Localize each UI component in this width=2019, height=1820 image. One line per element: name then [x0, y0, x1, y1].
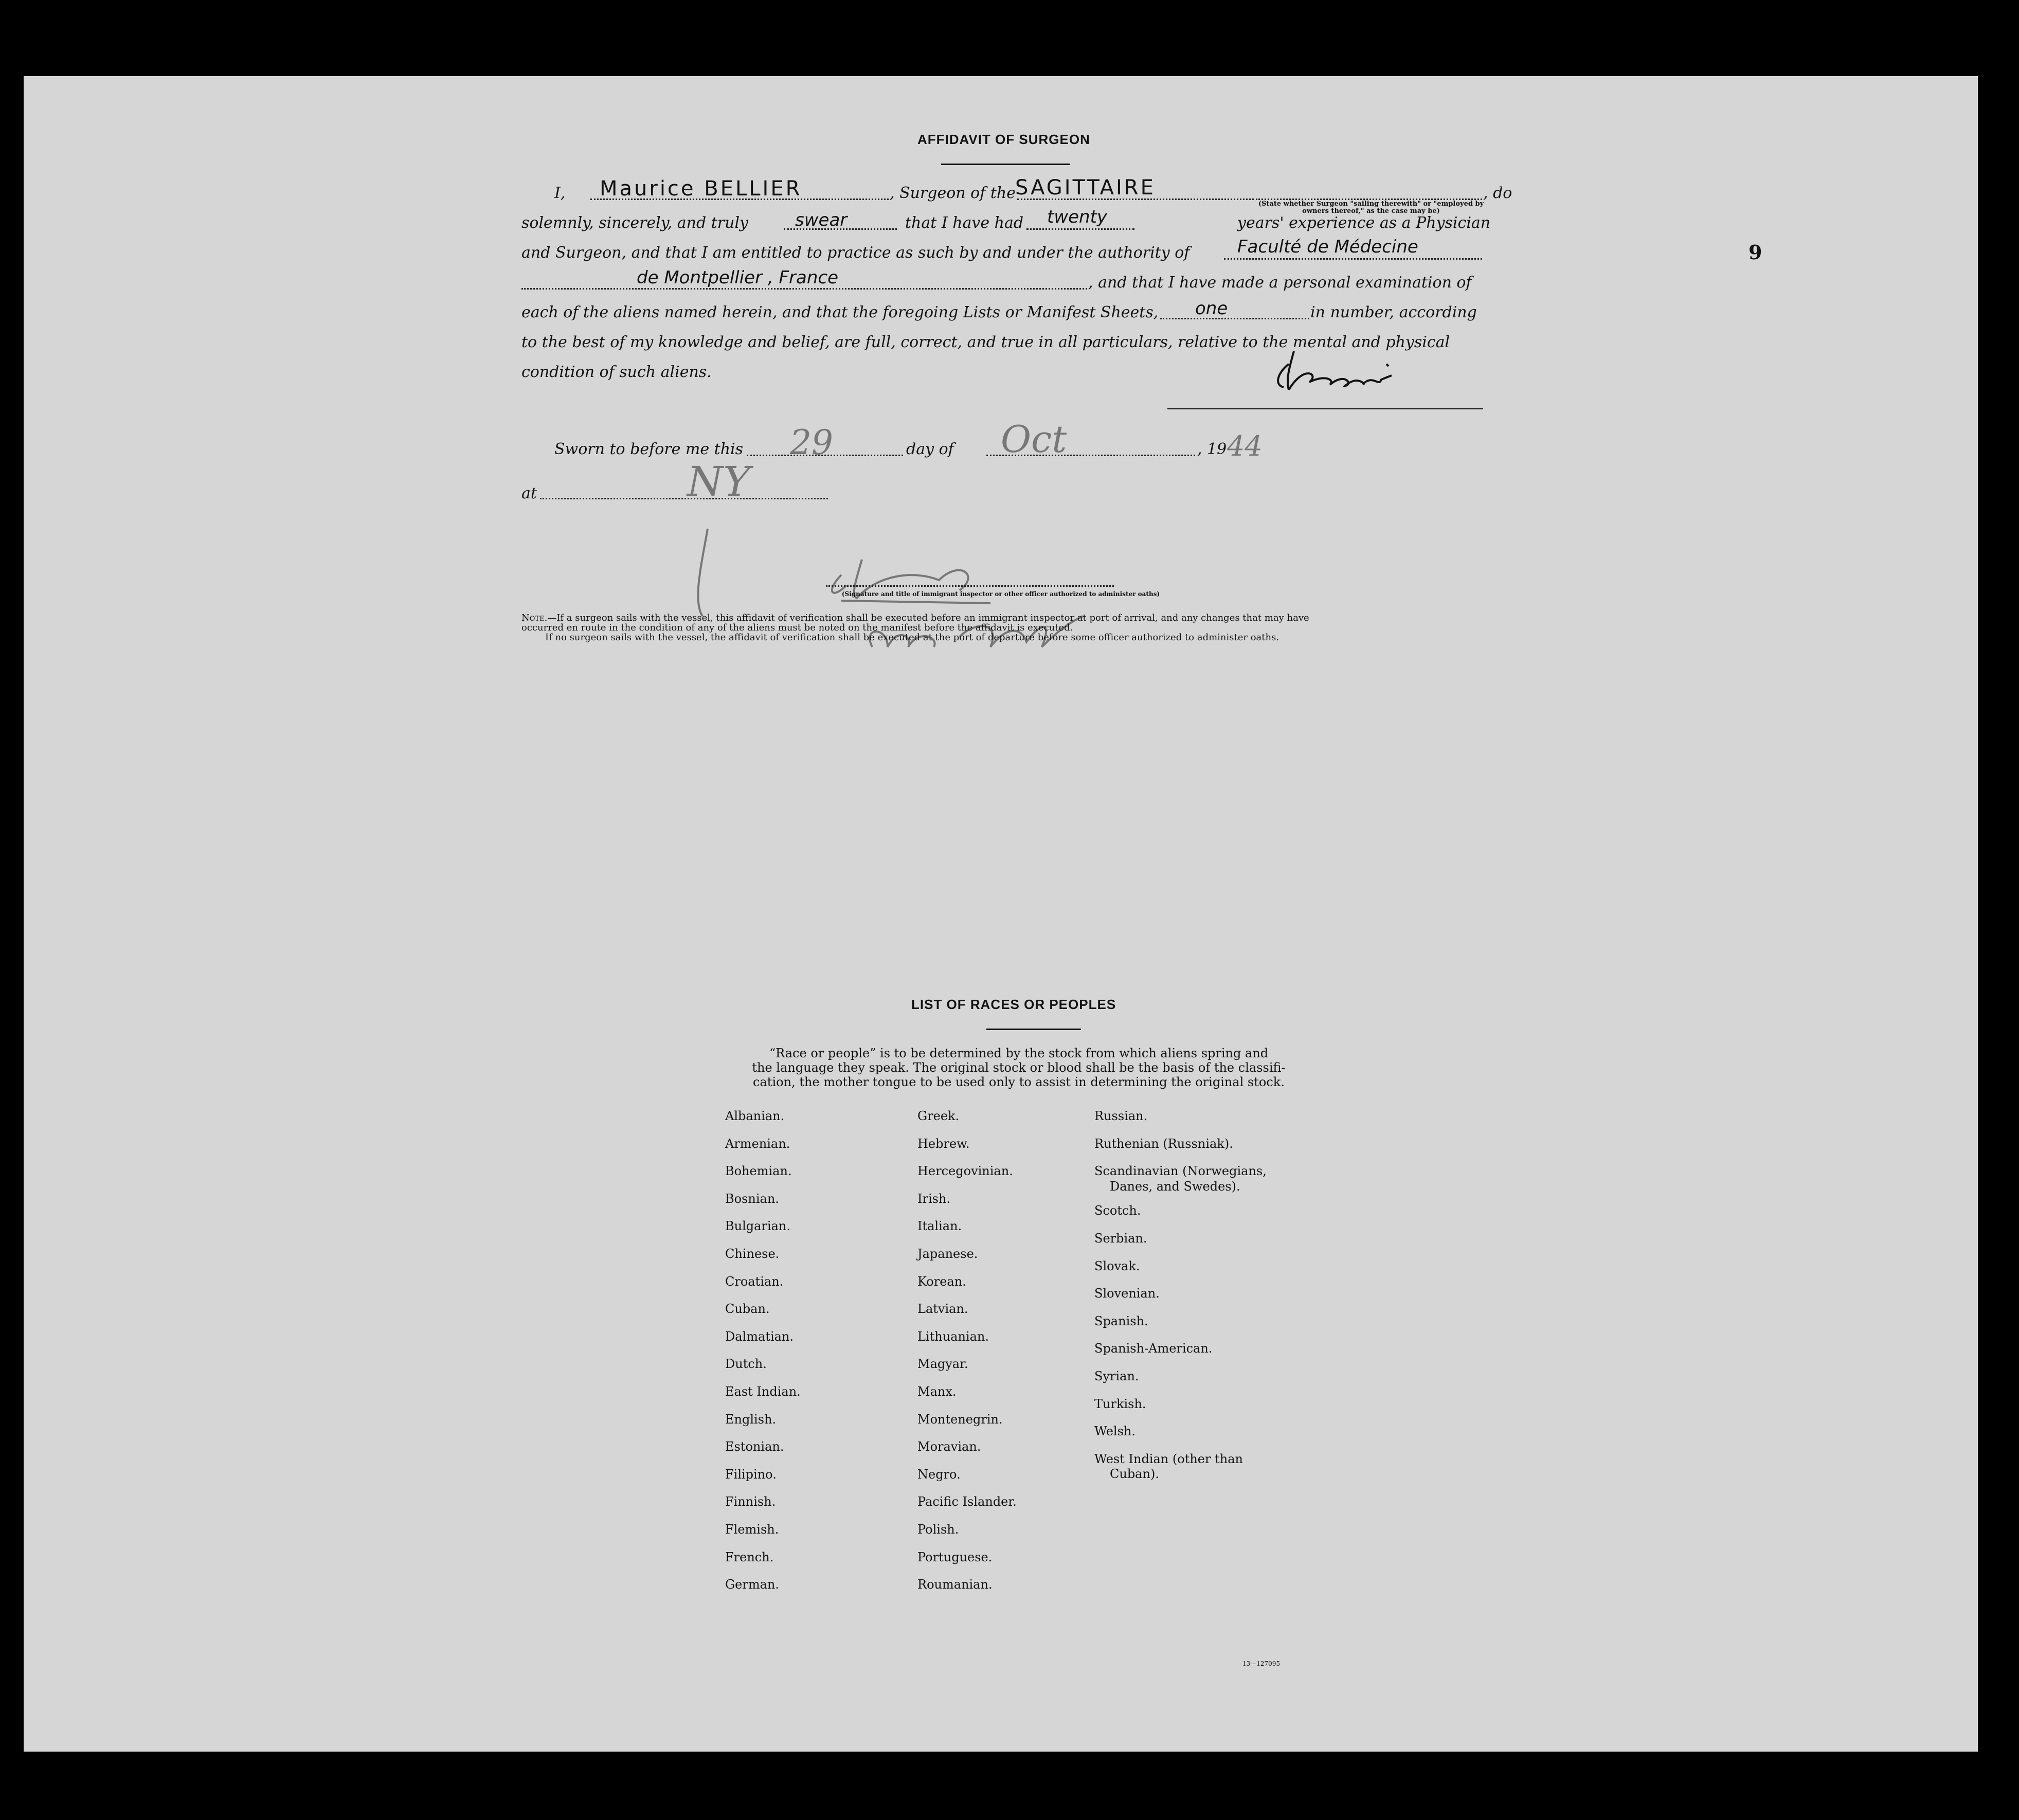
affidavit-line2-prefix: solemnly, sincerely, and truly — [521, 214, 749, 232]
oath-handwritten: swear — [795, 210, 848, 230]
note-line1 — [521, 613, 1488, 623]
race-item: East Indian. — [725, 1384, 801, 1399]
note-label: Note. — [521, 612, 548, 623]
note-line2: occurred en route in the condition of any of the aliens must be noted on the manifest before the affidavit is executed. — [521, 622, 1073, 633]
race-item: Chinese. — [725, 1246, 780, 1261]
race-item: Negro. — [917, 1467, 961, 1482]
race-item: Slovak. — [1094, 1258, 1140, 1273]
race-item: Finnish. — [725, 1494, 776, 1509]
races-intro — [723, 1046, 1314, 1089]
race-item: Filipino. — [725, 1467, 777, 1482]
years-field-line — [1026, 228, 1134, 230]
race-item: Estonian. — [725, 1439, 784, 1454]
race-item: Turkish. — [1094, 1396, 1146, 1411]
race-item: Dalmatian. — [725, 1329, 794, 1344]
race-item: Russian. — [1094, 1109, 1148, 1123]
race-item: Spanish. — [1094, 1313, 1148, 1328]
race-item: Armenian. — [725, 1136, 790, 1151]
authority-field-line — [1224, 258, 1482, 260]
race-item: Polish. — [917, 1522, 959, 1537]
race-item: Danes, and Swedes). — [1110, 1179, 1240, 1194]
years-handwritten: twenty — [1047, 207, 1108, 227]
race-item: Spanish-American. — [1094, 1341, 1213, 1356]
race-item: Roumanian. — [917, 1577, 993, 1592]
race-item: Bohemian. — [725, 1164, 792, 1179]
sheets-handwritten: one — [1195, 298, 1228, 319]
race-item: Bulgarian. — [725, 1219, 790, 1234]
race-item: English. — [725, 1412, 777, 1427]
race-item: Italian. — [917, 1219, 962, 1234]
affidavit-line7: condition of such aliens. — [521, 363, 712, 381]
affidavit-line6: to the best of my knowledge and belief, are full, correct, and true in all particulars, relative to the mental and physical — [521, 333, 1450, 351]
races-intro-line1: “Race or people” is to be determined by the stock from which aliens spring and — [769, 1046, 1269, 1060]
affidavit-line5-suffix: in number, according — [1310, 303, 1477, 321]
races-title-underline — [986, 1029, 1081, 1030]
race-item: Bosnian. — [725, 1191, 779, 1206]
sheets-field-line — [1160, 318, 1309, 319]
race-item: Syrian. — [1094, 1368, 1139, 1383]
race-item: Portuguese. — [917, 1549, 993, 1564]
affidavit-line1-suffix: , do — [1483, 184, 1512, 202]
race-item: Montenegrin. — [917, 1412, 1003, 1427]
note-line3: If no surgeon sails with the vessel, the affidavit of verification shall be executed at the port of departure before some officer authorized to administer oaths. — [545, 632, 1279, 643]
affidavit-title: AFFIDAVIT OF SURGEON — [917, 132, 1090, 147]
race-item: Scandinavian (Norwegians, — [1094, 1164, 1267, 1179]
sworn-mid: day of — [906, 440, 954, 458]
race-item: Scotch. — [1094, 1203, 1141, 1218]
race-item: Moravian. — [917, 1439, 981, 1454]
sworn-prefix: Sworn to before me this — [554, 440, 744, 458]
affidavit-line4-suffix: , and that I have made a personal examination of — [1088, 274, 1472, 292]
race-item: Flemish. — [725, 1522, 779, 1537]
race-item: Hercegovinian. — [917, 1164, 1013, 1179]
races-column-2 — [917, 1103, 1017, 1599]
surgeon-name-handwritten: Maurice BELLIER — [600, 177, 802, 201]
authority-cont-field-line — [521, 288, 1087, 290]
races-column-1 — [725, 1103, 801, 1599]
affidavit-line5-prefix: each of the aliens named herein, and that the foregoing Lists or Manifest Sheets, — [521, 303, 1159, 321]
race-item: Korean. — [917, 1274, 966, 1289]
at-place-handwritten: NY — [687, 458, 750, 506]
race-item: Dutch. — [725, 1357, 767, 1372]
affidavit-line1-mid: , Surgeon of the — [890, 184, 1016, 202]
race-item: German. — [725, 1577, 779, 1592]
races-column-3 — [1094, 1103, 1267, 1488]
race-item: Manx. — [917, 1384, 957, 1399]
race-item: Serbian. — [1094, 1231, 1147, 1246]
at-label: at — [521, 484, 537, 502]
title-underline — [941, 164, 1070, 165]
race-item: Hebrew. — [917, 1136, 970, 1151]
form-number: 13—127095 — [1242, 1660, 1281, 1667]
affidavit-note — [521, 613, 1488, 642]
inspector-signature-line — [826, 585, 1114, 587]
race-item: Latvian. — [917, 1302, 968, 1317]
races-intro-line3: cation, the mother tongue to be used only to assist in determining the original stock. — [753, 1075, 1285, 1089]
document-page — [24, 76, 1978, 1752]
race-item: Cuban). — [1110, 1467, 1159, 1482]
races-intro-line2: the language they speak. The original stock or blood shall be the basis of the classifi- — [752, 1060, 1286, 1075]
surgeon-signature-line — [1167, 408, 1483, 409]
inspector-caption: (Signature and title of immigrant inspector or other officer authorized to administer oaths) — [841, 590, 1160, 598]
sworn-day-handwritten: 29 — [790, 423, 833, 462]
races-title: LIST OF RACES OR PEOPLES — [911, 997, 1116, 1012]
sworn-month-handwritten: Oct — [1001, 418, 1067, 461]
race-item: Slovenian. — [1094, 1286, 1160, 1301]
affidavit-line2-mid: that I have had — [905, 214, 1024, 232]
affidavit-line3-prefix: and Surgeon, and that I am entitled to practice as such by and under the authority of — [521, 244, 1190, 262]
race-item: Ruthenian (Russniak). — [1094, 1136, 1233, 1151]
sworn-year-prefix: , 19 — [1197, 440, 1227, 458]
authority-handwritten: Faculté de Médecine — [1237, 237, 1418, 257]
race-item: Japanese. — [917, 1246, 978, 1261]
surgeon-signature — [1258, 344, 1443, 400]
affidavit-line1-prefix: I, — [554, 184, 566, 202]
race-item: West Indian (other than — [1094, 1451, 1243, 1466]
race-item: Pacific Islander. — [917, 1494, 1017, 1509]
race-item: Greek. — [917, 1109, 960, 1123]
race-item: French. — [725, 1549, 774, 1564]
race-item: Irish. — [917, 1191, 951, 1206]
race-item: Welsh. — [1094, 1424, 1135, 1439]
page-number: 9 — [1748, 241, 1762, 264]
race-item: Lithuanian. — [917, 1329, 989, 1344]
vessel-name-handwritten: SAGITTAIRE — [1015, 176, 1156, 200]
note-line1-text: —If a surgeon sails with the vessel, this affidavit of verification shall be executed before an immigrant inspector at port of arrival, and any changes that may have — [547, 612, 1309, 623]
sworn-year-handwritten: 44 — [1227, 430, 1263, 462]
authority-cont-handwritten: de Montpellier , France — [637, 267, 839, 288]
race-item: Croatian. — [725, 1274, 784, 1289]
surgeon-status-note: (State whether Surgeon "sailing therewith" or "employed by owners thereof," as the case may be) — [1258, 200, 1484, 215]
affidavit-line2-suffix: years' experience as a Physician — [1237, 214, 1491, 232]
race-item: Magyar. — [917, 1357, 968, 1372]
race-item: Cuban. — [725, 1302, 770, 1317]
race-item: Albanian. — [725, 1109, 785, 1123]
